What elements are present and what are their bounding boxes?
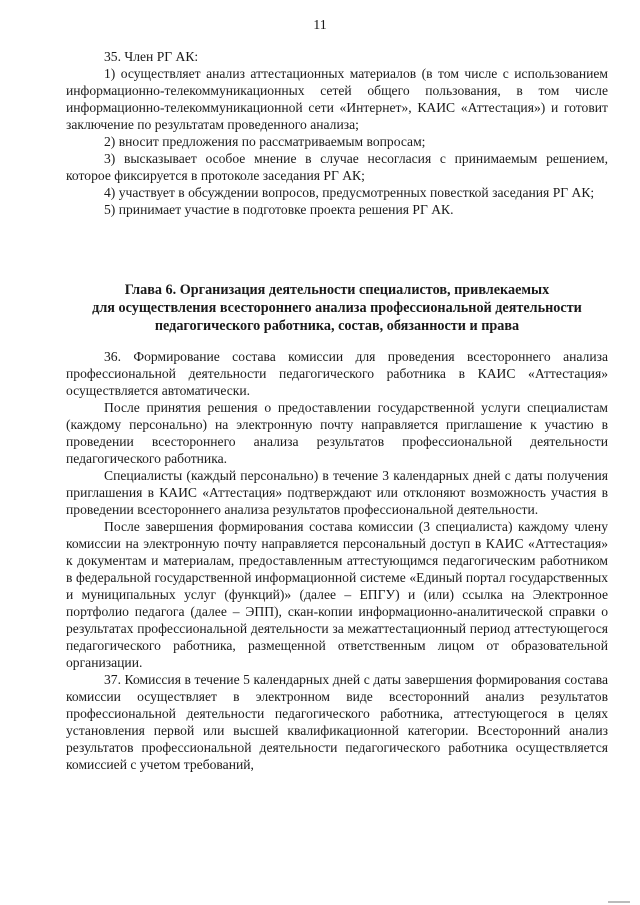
chapter-6-heading bbox=[66, 281, 608, 335]
section-35-item-3: 3) высказывает особое мнение в случае несогласия с принимаемым решением, которое фиксируется в протоколе заседания РГ АК; bbox=[66, 151, 608, 183]
page-number: 11 bbox=[313, 18, 327, 33]
heading-line-3: педагогического работника, состав, обязанности и права bbox=[154, 318, 520, 334]
heading-line-2: для осуществления всестороннего анализа профессиональной деятельности bbox=[92, 300, 582, 316]
section-35-title: 35. Член РГ АК: bbox=[104, 49, 199, 64]
section-35-item-5: 5) принимает участие в подготовке проекта решения РГ АК. bbox=[104, 202, 454, 217]
section-35-item-2: 2) вносит предложения по рассматриваемым вопросам; bbox=[104, 134, 426, 149]
paragraph-37: 37. Комиссия в течение 5 календарных дней с даты завершения формирования состава комиссии осуществляет в электронном виде всесторонний анализ результатов профессиональной деятельности педагогического работника, аттестующегося в целях установления первой или высшей квалификационной категории. Всесторонний анализ результатов профессиональной деятельности педагогического работника осуществляется комиссией с учетом требований, bbox=[66, 672, 608, 772]
paragraph-invitation: После принятия решения о предоставлении государственной услуги специалистам (каждому персонально) на электронную почту направляется приглашение к участию в проведении всестороннего анализа результатов профессиональной деятельности педагогического работника. bbox=[66, 400, 608, 466]
chapter-6-body bbox=[66, 348, 608, 773]
heading-line-1: Глава 6. Организация деятельности специалистов, привлекаемых bbox=[124, 282, 550, 298]
paragraph-36: 36. Формирование состава комиссии для проведения всестороннего анализа профессиональной деятельности педагогического работника в КАИС «Аттестация» осуществляется автоматически. bbox=[66, 349, 608, 398]
section-35 bbox=[66, 48, 608, 218]
paragraph-access: После завершения формирования состава комиссии (3 специалиста) каждому члену комиссии на электронную почту направляется персональный доступ в КАИС «Аттестация» к документам и материалам, предоставленным аттестующимся педагогическим работником в федеральной государственной информационной системе «Единый портал государственных и муниципальных услуг (функций)» (далее – ЕПГУ) и (или) ссылка на Электронное портфолио педагога (далее – ЭПП), скан-копии информационно-аналитической справки о результатах профессиональной деятельности за межаттестационный период аттестующегося педагогического работника, размещенной ответственным лицом от образовательной организации. bbox=[66, 519, 608, 670]
section-35-item-4: 4) участвует в обсуждении вопросов, предусмотренных повесткой заседания РГ АК; bbox=[104, 185, 595, 200]
corner-mark bbox=[608, 901, 630, 903]
paragraph-confirmation: Специалисты (каждый персонально) в течение 3 календарных дней с даты получения приглашения в КАИС «Аттестация» подтверждают или отклоняют возможность участия в проведении всестороннего анализа результатов профессиональной деятельности. bbox=[66, 468, 608, 517]
section-35-item-1: 1) осуществляет анализ аттестационных материалов (в том числе с использованием информационно-телекоммуникационных сетей общего пользования, в том числе информационно-телекоммуникационной сети «Интернет», КАИС «Аттестация») и готовит заключение по результатам проведенного анализа; bbox=[66, 66, 608, 132]
